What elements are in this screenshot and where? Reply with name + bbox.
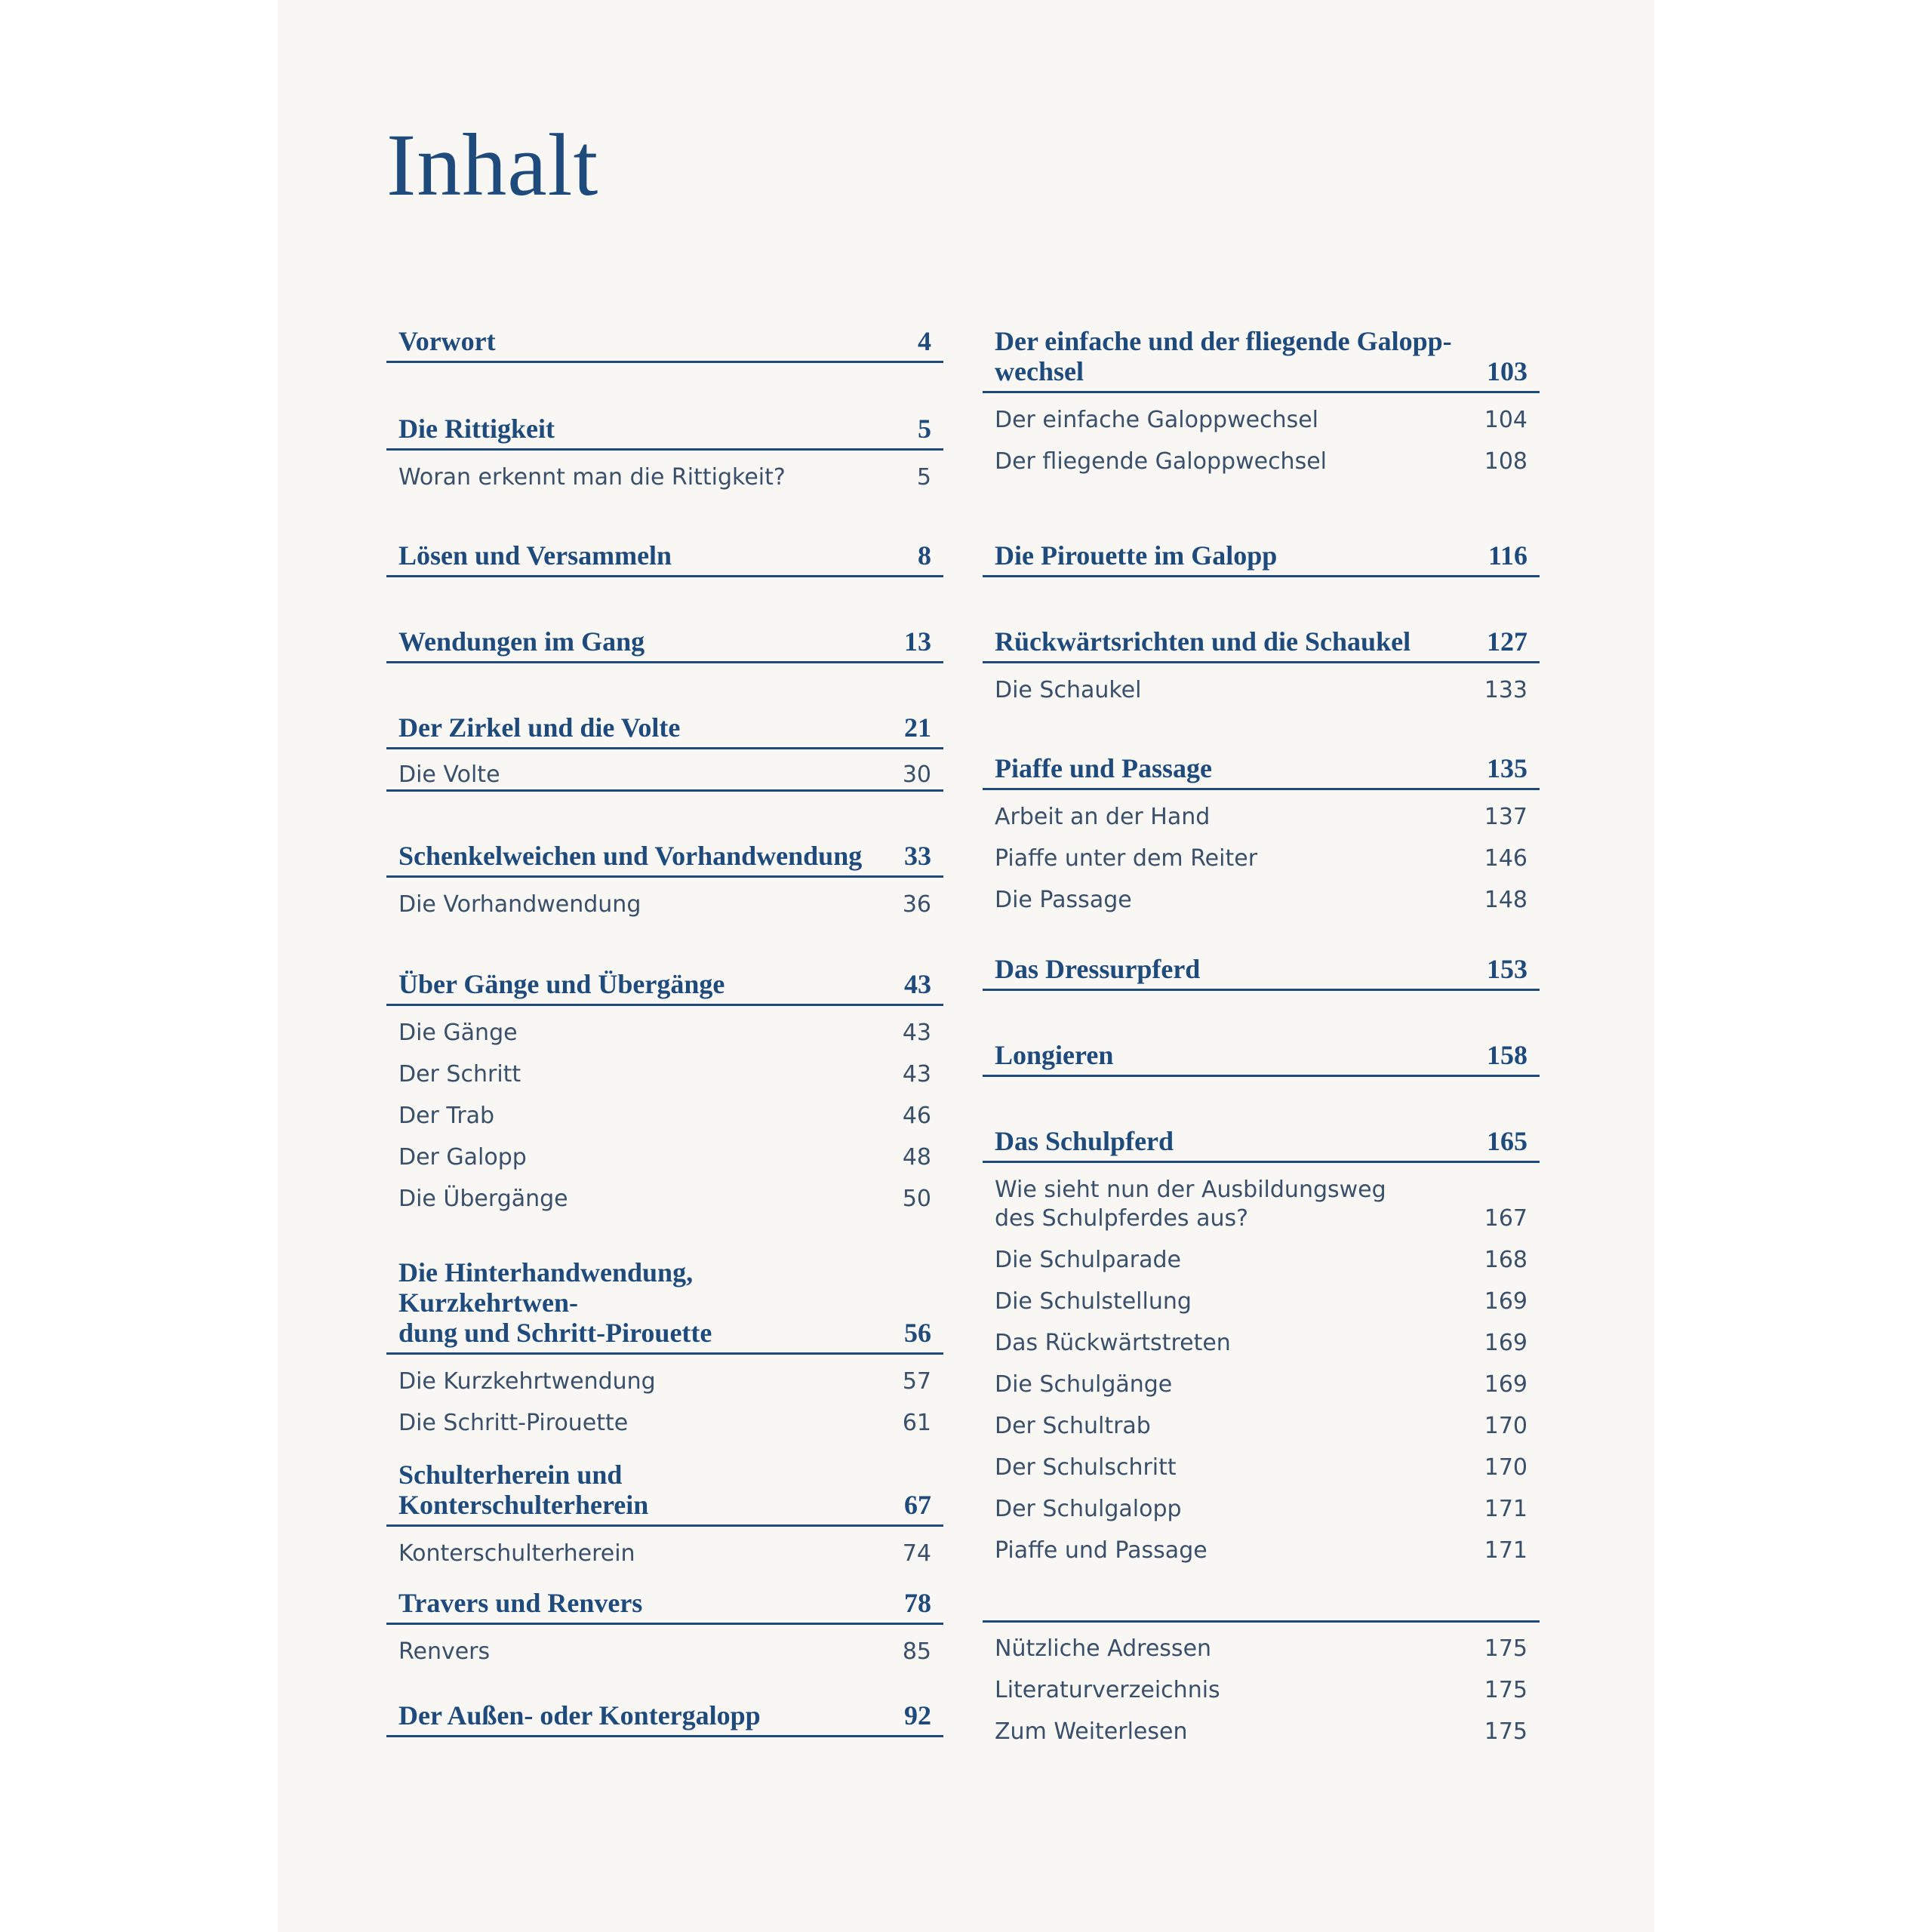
section-page-number: 56 [904,1318,931,1348]
subsection-entry[interactable] [386,1396,943,1438]
subsection-page-number: 43 [902,1061,931,1088]
toc-section [983,326,1540,476]
toc-section [983,626,1540,705]
subsection-page-number: 46 [902,1103,931,1129]
subsection-entry[interactable] [983,1316,1540,1358]
subsection-page-number: 167 [1484,1205,1527,1232]
subsection-page-number: 30 [902,761,931,788]
subsection-page-number: 169 [1484,1371,1527,1398]
appendix-title: Zum Weiterlesen [995,1718,1188,1745]
toc-section [386,1588,943,1666]
subsection-title: Die Vorhandwendung [398,891,641,918]
subsection-entry[interactable] [983,873,1540,915]
section-page-number: 92 [904,1700,931,1730]
subsection-title: Renvers [398,1638,491,1665]
section-page-number: 78 [904,1588,931,1618]
section-page-number: 33 [904,841,931,871]
subsection-title: Die Schulgänge [995,1371,1173,1398]
subsection-entry[interactable] [983,1441,1540,1482]
subsection-title: Woran erkennt man die Rittigkeit? [398,464,786,491]
appendix-entry[interactable] [983,1663,1540,1705]
toc-section [983,1040,1540,1077]
toc-section [386,1257,943,1438]
subsection-page-number: 104 [1484,407,1527,433]
section-title: Travers und Renvers [398,1588,643,1618]
subsection-page-number: 133 [1484,677,1527,703]
subsection-page-number: 43 [902,1020,931,1046]
subsection-title: Piaffe und Passage [995,1537,1208,1564]
subsection-entry[interactable] [983,1399,1540,1441]
toc-section [386,1700,943,1737]
subsection-page-number: 168 [1484,1247,1527,1273]
toc-section [386,626,943,663]
subsection-page-number: 146 [1484,845,1527,872]
subsection-title: Die Übergänge [398,1186,568,1212]
subsection-title: Die Kurzkehrtwendung [398,1368,656,1395]
subsection-title: Konterschulterherein [398,1540,635,1567]
subsection-entry[interactable] [386,878,943,919]
appendix-entry[interactable] [983,1705,1540,1746]
section-heading[interactable] [386,1257,943,1355]
subsection-title: Der fliegende Galoppwechsel [995,448,1327,475]
section-heading[interactable] [983,1040,1540,1077]
subsection-title: Der einfache Galoppwechsel [995,407,1319,433]
subsection-page-number: 137 [1484,804,1527,830]
subsection-page-number: 108 [1484,448,1527,475]
toc-section [386,326,943,363]
section-title: Schulterherein und Konterschulterherein [398,1460,649,1520]
page-title: Inhalt [386,115,599,214]
section-title: Der Zirkel und die Volte [398,712,681,743]
toc-section [386,540,943,577]
subsection-title: Der Schultrab [995,1413,1151,1439]
section-title: Das Schulpferd [995,1126,1174,1156]
section-title: Longieren [995,1040,1114,1070]
subsection-entry[interactable] [983,1163,1540,1233]
section-page-number: 153 [1487,954,1527,984]
subsection-title: Wie sieht nun der Ausbildungsweg des Schulpferdes aus? [995,1177,1386,1232]
subsection-page-number: 169 [1484,1330,1527,1356]
appendix-title: Nützliche Adressen [995,1635,1212,1662]
toc-section [386,841,943,919]
subsection-title: Die Gänge [398,1020,518,1046]
section-heading[interactable] [386,1588,943,1625]
toc-section [386,969,943,1214]
subsection-title: Die Schulparade [995,1247,1181,1273]
section-title: Piaffe und Passage [995,753,1212,783]
subsection-page-number: 170 [1484,1413,1527,1439]
subsection-entry[interactable] [983,790,1540,832]
subsection-page-number: 171 [1484,1496,1527,1522]
section-page-number: 13 [904,626,931,657]
appendix-section [983,1622,1540,1746]
section-page-number: 5 [918,414,931,444]
section-heading[interactable] [983,540,1540,577]
subsection-entry[interactable] [386,749,943,792]
subsection-page-number: 171 [1484,1537,1527,1564]
subsection-title: Piaffe unter dem Reiter [995,845,1258,872]
subsection-title: Die Volte [398,761,500,788]
toc-section [386,712,943,792]
section-title: Die Rittigkeit [398,414,555,444]
section-heading[interactable] [983,1126,1540,1163]
section-title: Die Hinterhandwendung, Kurzkehrtwen- dung und Schritt-Pirouette [398,1257,712,1348]
subsection-entry[interactable] [983,1524,1540,1565]
section-page-number: 4 [918,326,931,356]
appendix-page-number: 175 [1484,1718,1527,1745]
appendix-entry[interactable] [983,1622,1540,1663]
subsection-entry[interactable] [386,1131,943,1172]
section-heading[interactable] [386,1700,943,1737]
section-heading[interactable] [386,326,943,363]
section-title: Der einfache und der fliegende Galopp- wechsel [995,326,1452,386]
subsection-entry[interactable] [386,1625,943,1666]
subsection-page-number: 50 [902,1186,931,1212]
subsection-entry[interactable] [983,1482,1540,1524]
section-heading[interactable] [386,540,943,577]
subsection-entry[interactable] [386,451,943,492]
section-page-number: 103 [1487,356,1527,386]
appendix-title: Literaturverzeichnis [995,1677,1220,1703]
subsection-entry[interactable] [386,1089,943,1131]
section-page-number: 8 [918,540,931,571]
subsection-page-number: 148 [1484,887,1527,913]
subsection-entry[interactable] [983,393,1540,435]
section-title: Vorwort [398,326,496,356]
subsection-title: Der Schulschritt [995,1454,1177,1481]
section-title: Der Außen- oder Kontergalopp [398,1700,761,1730]
subsection-title: Die Schritt-Pirouette [398,1410,629,1436]
section-heading[interactable] [386,414,943,451]
subsection-page-number: 48 [902,1144,931,1171]
section-title: Die Pirouette im Galopp [995,540,1278,571]
section-title: Über Gänge und Übergänge [398,969,725,999]
subsection-entry[interactable] [983,1358,1540,1399]
subsection-title: Der Schritt [398,1061,521,1088]
section-page-number: 116 [1487,540,1527,571]
section-heading[interactable] [983,954,1540,991]
toc-section [386,1460,943,1568]
section-heading[interactable] [386,969,943,1006]
section-title: Wendungen im Gang [398,626,645,657]
toc-section [983,540,1540,577]
subsection-entry[interactable] [983,435,1540,476]
subsection-title: Die Passage [995,887,1132,913]
appendix-page-number: 175 [1484,1635,1527,1662]
subsection-title: Das Rückwärtstreten [995,1330,1231,1356]
subsection-page-number: 169 [1484,1288,1527,1315]
subsection-page-number: 5 [916,464,931,491]
section-heading[interactable] [386,712,943,749]
toc-section [983,753,1540,915]
subsection-title: Die Schulstellung [995,1288,1192,1315]
subsection-title: Die Schaukel [995,677,1142,703]
subsection-title: Der Trab [398,1103,495,1129]
toc-section [386,414,943,492]
section-page-number: 158 [1487,1040,1527,1070]
subsection-page-number: 61 [902,1410,931,1436]
section-page-number: 165 [1487,1126,1527,1156]
subsection-entry[interactable] [386,1172,943,1214]
appendix-page-number: 175 [1484,1677,1527,1703]
subsection-entry[interactable] [983,1233,1540,1275]
subsection-entry[interactable] [386,1006,943,1048]
subsection-page-number: 74 [902,1540,931,1567]
section-title: Schenkelweichen und Vorhandwendung [398,841,863,871]
section-heading[interactable] [983,753,1540,790]
section-heading[interactable] [386,841,943,878]
section-title: Lösen und Versammeln [398,540,672,571]
section-page-number: 67 [904,1490,931,1520]
subsection-entry[interactable] [386,1355,943,1396]
subsection-entry[interactable] [983,832,1540,873]
section-title: Das Dressurpferd [995,954,1201,984]
section-page-number: 21 [904,712,931,743]
subsection-title: Der Galopp [398,1144,527,1171]
subsection-page-number: 85 [902,1638,931,1665]
subsection-entry[interactable] [983,663,1540,705]
section-heading[interactable] [386,1460,943,1527]
subsection-entry[interactable] [386,1527,943,1568]
subsection-page-number: 57 [902,1368,931,1395]
subsection-page-number: 36 [902,891,931,918]
section-heading[interactable] [386,626,943,663]
section-title: Rückwärtsrichten und die Schaukel [995,626,1411,657]
toc-section [983,954,1540,991]
section-page-number: 43 [904,969,931,999]
section-heading[interactable] [983,326,1540,393]
subsection-title: Arbeit an der Hand [995,804,1211,830]
subsection-title: Der Schulgalopp [995,1496,1182,1522]
toc-section [983,1126,1540,1565]
section-page-number: 135 [1487,753,1527,783]
subsection-entry[interactable] [386,1048,943,1089]
subsection-entry[interactable] [983,1275,1540,1316]
section-page-number: 127 [1487,626,1527,657]
section-heading[interactable] [983,626,1540,663]
subsection-page-number: 170 [1484,1454,1527,1481]
book-page [278,0,1654,1932]
